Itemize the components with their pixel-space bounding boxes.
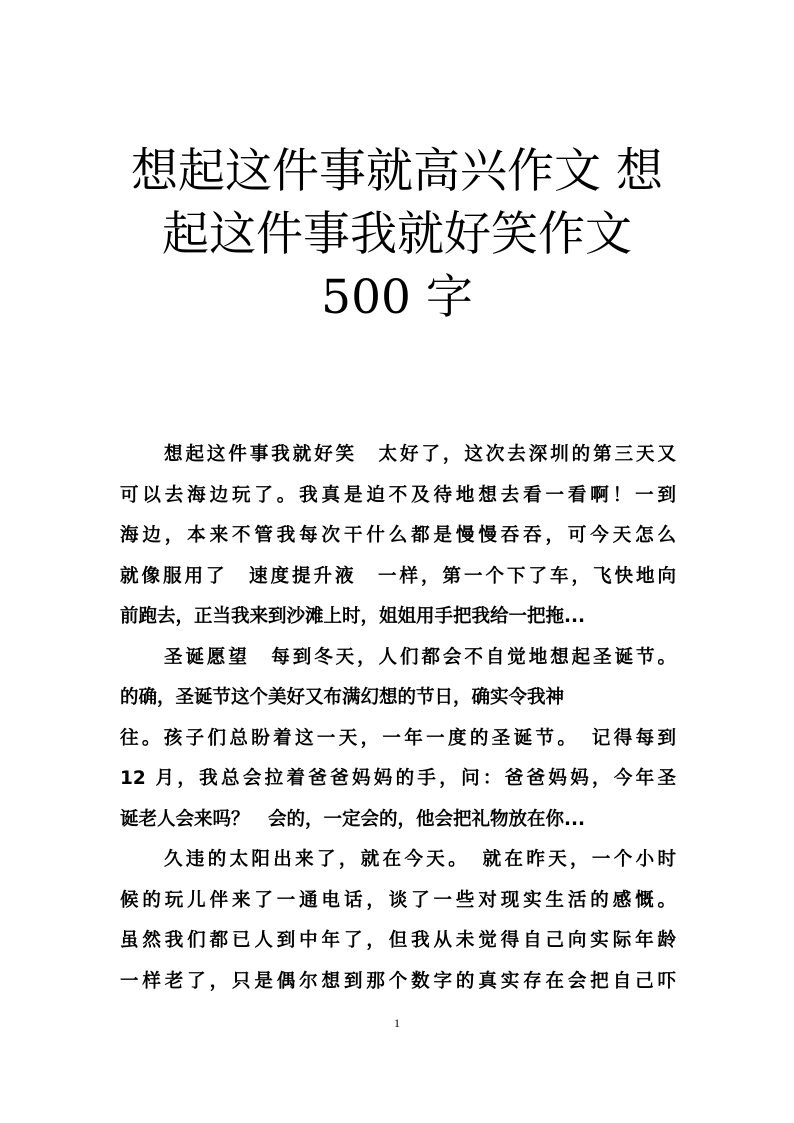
body-line: 的确，圣诞节这个美好又布满幻想的节日，确实令我神 bbox=[120, 687, 565, 708]
page-number: 1 bbox=[394, 1016, 400, 1030]
body-line: 可以去海边玩了。我真是迫不及待地想去看一看啊！一到 bbox=[120, 484, 676, 506]
body-line: 就像服用了 速度提升液 一样，第一个下了车，飞快地向 bbox=[120, 565, 676, 587]
document-body bbox=[120, 435, 676, 1002]
body-line: 海边，本来不管我每次干什么都是慢慢吞吞，可今天怎么 bbox=[120, 525, 676, 546]
body-line: 圣诞愿望 每到冬天，人们都会不自觉地想起圣诞节。 bbox=[164, 646, 676, 668]
title-line-2: 起这件事我就好笑作文 bbox=[162, 207, 632, 262]
body-line: 诞老人会来吗？ 会的，一定会的，他会把礼物放在你... bbox=[120, 808, 586, 830]
body-line: 想起这件事我就好笑 太好了，这次去深圳的第三天又 bbox=[164, 444, 676, 465]
title-line-3: 500 字 bbox=[321, 270, 473, 325]
body-line: 12 月，我总会拉着爸爸妈妈的手，问：爸爸妈妈，今年圣 bbox=[120, 768, 676, 789]
document-title bbox=[0, 140, 794, 329]
body-line: 久违的太阳出来了，就在今天。 就在昨天，一个小时 bbox=[164, 849, 676, 870]
title-line-1: 想起这件事就高兴作文 想 bbox=[131, 144, 663, 199]
body-line: 一样老了，只是偶尔想到那个数字的真实存在会把自己吓 bbox=[120, 970, 676, 992]
body-line: 候的玩儿伴来了一通电话，谈了一些对现实生活的感慨。 bbox=[120, 889, 676, 911]
body-line: 虽然我们都已人到中年了，但我从未觉得自己向实际年龄 bbox=[120, 930, 676, 951]
body-line: 往。孩子们总盼着这一天，一年一度的圣诞节。 记得每到 bbox=[120, 727, 676, 749]
body-line: 前跑去，正当我来到沙滩上时，姐姐用手把我给一把拖... bbox=[120, 606, 586, 627]
